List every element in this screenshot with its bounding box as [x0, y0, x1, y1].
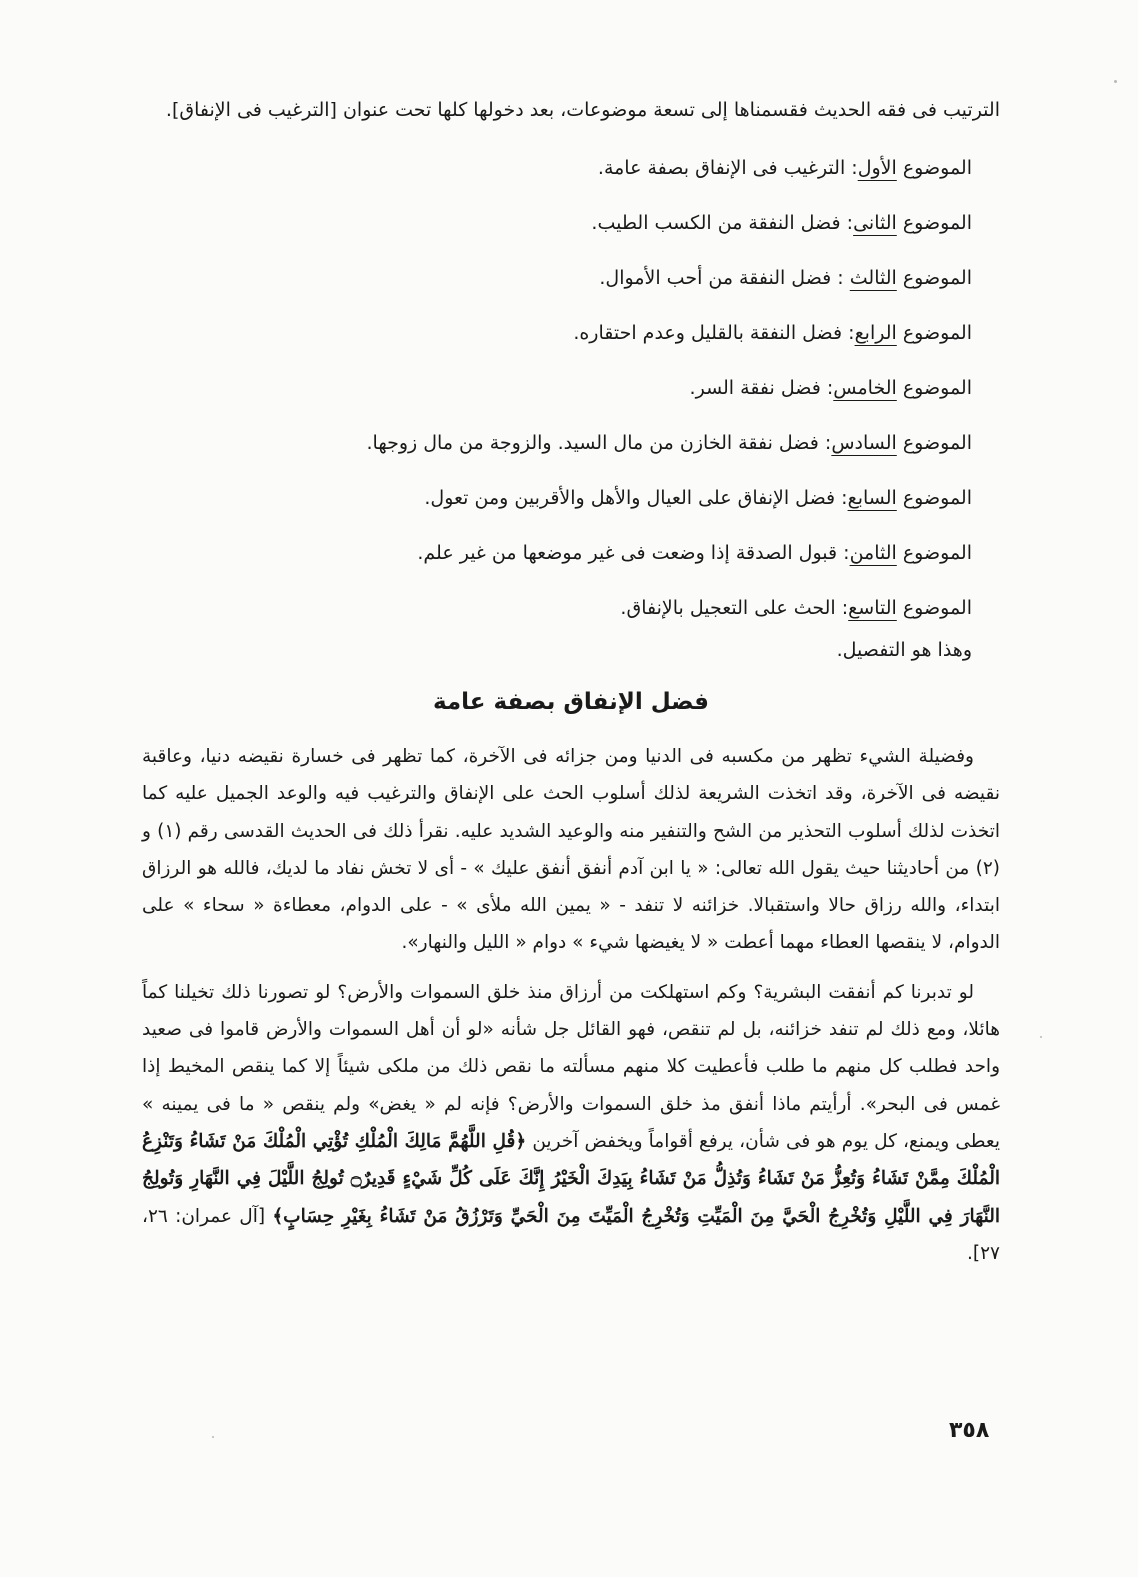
section-title: فضل الإنفاق بصفة عامة — [432, 689, 709, 715]
topic-text: الحث على التعجيل بالإنفاق. — [620, 597, 836, 619]
topic-ordinal: التاسع — [848, 597, 897, 619]
topic-text: فضل النفقة بالقليل وعدم احتقاره. — [573, 322, 843, 344]
topic-ordinal: الثامن — [849, 542, 897, 564]
topic-text: فضل النفقة من أحب الأموال. — [599, 267, 832, 289]
verse-citation: [آل عمران: ٢٦، ٢٧]. — [142, 1205, 1000, 1264]
topic-ordinal: الخامس — [833, 377, 897, 399]
topic-item: الموضوع الرابع: فضل النفقة بالقليل وعدم احتقاره. — [573, 322, 972, 344]
topic-item: الموضوع الأول: الترغيب فى الإنفاق بصفة عامة. — [597, 157, 972, 179]
topics-list — [142, 141, 1000, 636]
page-number: ٣٥٨ — [949, 1418, 990, 1443]
topic-text: الترغيب فى الإنفاق بصفة عامة. — [597, 157, 846, 179]
topic-ordinal: الرابع — [854, 322, 897, 344]
topic-item: الموضوع السادس: فضل نفقة الخازن من مال السيد. والزوجة من مال زوجها. — [366, 432, 972, 454]
body-paragraph-1: وفضيلة الشيء تظهر من مكسبه فى الدنيا ومن جزائه فى الآخرة، كما تظهر فى خسارة نقيضه دنيا، وعاقبة نقيضه فى الآخرة، وقد اتخذت الشريعة لذلك أسلوب الحث على الإنفاق والترغيب فيه والوعد الجميل عليه كما اتخذت لذلك أسلوب التحذير من الشح والتنفير منه والوعيد الشديد عليه. نقرأ ذلك فى الحديث القدسى رقم (١) و (٢) من أحاديثنا حيث يقول الله تعالى: « يا ابن آدم أنفق أنفق عليك » - أى لا تخش نفاد ما لديك، فالله هو الرزاق ابتداء، والله رزاق حالا واستقبالا. خزائنه لا تنفد - « يمين الله ملأى » - على الدوام، معطاءة « سحاء » على الدوام، لا ينقصها العطاء مهما أعطت « لا يغيضها شيء » دوام « الليل والنهار». — [142, 746, 1000, 954]
topic-text: فضل النفقة من الكسب الطيب. — [591, 212, 841, 234]
topic-ordinal: الأول — [857, 157, 897, 179]
topic-item: الموضوع الخامس: فضل نفقة السر. — [689, 377, 972, 399]
paragraph-text: لو تدبرنا كم أنفقت البشرية؟ وكم استهلكت من أرزاق منذ خلق السموات والأرض؟ لو تصورنا ذلك تخيلنا كماً هائلا، ومع ذلك لم تنفد خزائنه، بل لم تنقص، فهو القائل جل شأنه «لو أن أهل السموات والأرض قاموا فى صعيد واحد فطلب كل منهم ما طلب فأعطيت كلا منهم مسألته ما نقص ذلك من ملكى شيئاً إلا كما ينقص المخيط إذا غمس فى البحر». أرأيتم ماذا أنفق مذ خلق السموات والأرض؟ فإنه لم « يغض» ولم ينقص « ما فى يمينه » يعطى ويمنع، كل يوم هو فى شأن، يرفع أقواماً ويخفض آخرين — [142, 981, 1000, 1152]
quran-verse: ﴿قُلِ اللَّهُمَّ مَالِكَ الْمُلْكِ تُؤْتِي الْمُلْكَ مَنْ تَشَاءُ وَتَنْزِعُ الْمُلْكَ مِمَّنْ تَشَاءُ وَتُعِزُّ مَنْ تَشَاءُ وَتُذِلُّ مَنْ تَشَاءُ بِيَدِكَ الْخَيْرُ إِنَّكَ عَلَى كُلِّ شَيْءٍ قَدِيرٌ۝ تُولِجُ اللَّيْلَ فِي النَّهَارِ وَتُولِجُ النَّهَارَ فِي اللَّيْلِ وَتُخْرِجُ الْحَيَّ مِنَ الْمَيِّتِ وَتُخْرِجُ الْمَيِّتَ مِنَ الْحَيِّ وَتَرْزُقُ مَنْ تَشَاءُ بِغَيْرِ حِسَابٍ﴾ — [142, 1130, 1000, 1227]
topic-ordinal: الثالث — [849, 267, 897, 289]
topic-text: فضل نفقة الخازن من مال السيد. والزوجة من مال زوجها. — [366, 432, 819, 454]
body-paragraph-2 — [142, 974, 1000, 1272]
topic-item: الموضوع الثانى: فضل النفقة من الكسب الطيب. — [591, 212, 972, 234]
scan-speck — [1114, 80, 1117, 83]
scan-speck — [1040, 1036, 1042, 1038]
topic-ordinal: السادس — [831, 432, 897, 454]
topic-item: الموضوع السابع: فضل الإنفاق على العيال والأهل والأقربين ومن تعول. — [424, 487, 972, 509]
topic-text: فضل نفقة السر. — [689, 377, 821, 399]
page-content — [142, 92, 1000, 1272]
topic-item: الموضوع الثامن: قبول الصدقة إذا وضعت فى غير موضعها من غير علم. — [417, 542, 972, 564]
topic-item: الموضوع التاسع: الحث على التعجيل بالإنفاق. — [620, 597, 972, 619]
topic-text: قبول الصدقة إذا وضعت فى غير موضعها من غير علم. — [417, 542, 838, 564]
topic-ordinal: الثانى — [853, 212, 897, 234]
topic-text: فضل الإنفاق على العيال والأهل والأقربين ومن تعول. — [424, 487, 836, 509]
scan-speck — [212, 1436, 214, 1438]
topic-item: الموضوع الثالث : فضل النفقة من أحب الأموال. — [599, 267, 972, 289]
closing-line: وهذا هو التفصيل. — [836, 639, 972, 661]
topic-ordinal: السابع — [847, 487, 897, 509]
intro-paragraph: الترتيب فى فقه الحديث فقسمناها إلى تسعة موضوعات، بعد دخولها كلها تحت عنوان [الترغيب فى الإنفاق]. — [165, 99, 1000, 121]
